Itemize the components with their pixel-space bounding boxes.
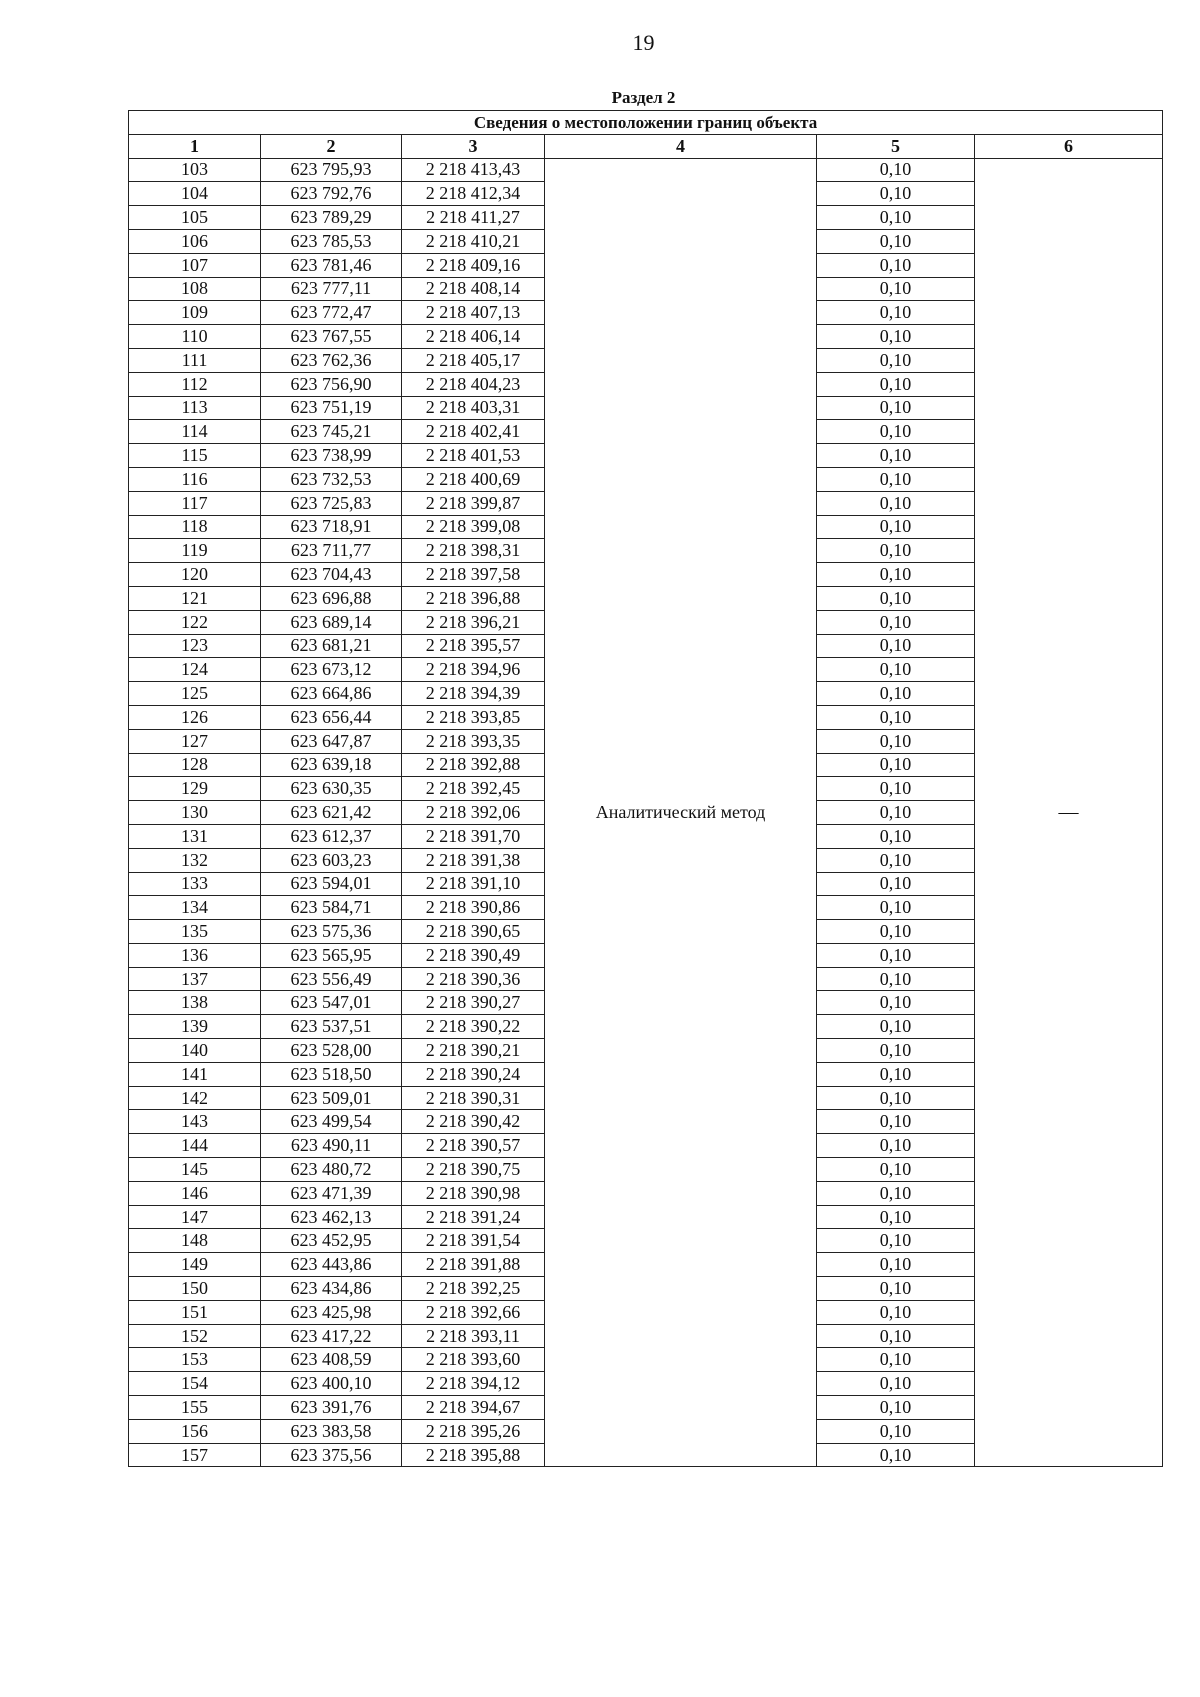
point-number-cell: 146 (129, 1181, 261, 1205)
point-number-cell: 153 (129, 1348, 261, 1372)
point-number-cell: 108 (129, 277, 261, 301)
y-coordinate-cell: 2 218 391,54 (402, 1229, 545, 1253)
y-coordinate-cell: 2 218 391,70 (402, 824, 545, 848)
point-number-cell: 107 (129, 253, 261, 277)
column-header-1: 1 (129, 134, 261, 158)
column-header-3: 3 (402, 134, 545, 158)
precision-cell: 0,10 (817, 158, 975, 182)
point-number-cell: 121 (129, 586, 261, 610)
precision-cell: 0,10 (817, 943, 975, 967)
point-number-cell: 144 (129, 1134, 261, 1158)
point-number-cell: 103 (129, 158, 261, 182)
x-coordinate-cell: 623 681,21 (261, 634, 402, 658)
precision-cell: 0,10 (817, 1086, 975, 1110)
x-coordinate-cell: 623 792,76 (261, 182, 402, 206)
table-body (129, 158, 1163, 1467)
precision-cell: 0,10 (817, 777, 975, 801)
point-number-cell: 139 (129, 1015, 261, 1039)
point-number-cell: 147 (129, 1205, 261, 1229)
x-coordinate-cell: 623 785,53 (261, 229, 402, 253)
y-coordinate-cell: 2 218 390,57 (402, 1134, 545, 1158)
x-coordinate-cell: 623 696,88 (261, 586, 402, 610)
table-row (129, 158, 1163, 182)
precision-cell: 0,10 (817, 229, 975, 253)
y-coordinate-cell: 2 218 390,42 (402, 1110, 545, 1134)
point-number-cell: 143 (129, 1110, 261, 1134)
precision-cell: 0,10 (817, 1205, 975, 1229)
x-coordinate-cell: 623 673,12 (261, 658, 402, 682)
y-coordinate-cell: 2 218 396,88 (402, 586, 545, 610)
precision-cell: 0,10 (817, 1015, 975, 1039)
precision-cell: 0,10 (817, 206, 975, 230)
precision-cell: 0,10 (817, 539, 975, 563)
precision-cell: 0,10 (817, 1443, 975, 1467)
precision-cell: 0,10 (817, 920, 975, 944)
y-coordinate-cell: 2 218 394,67 (402, 1396, 545, 1420)
page-number: 19 (632, 30, 655, 55)
y-coordinate-cell: 2 218 406,14 (402, 325, 545, 349)
precision-cell: 0,10 (817, 563, 975, 587)
y-coordinate-cell: 2 218 390,27 (402, 991, 545, 1015)
x-coordinate-cell: 623 490,11 (261, 1134, 402, 1158)
point-number-cell: 111 (129, 348, 261, 372)
point-number-cell: 138 (129, 991, 261, 1015)
x-coordinate-cell: 623 639,18 (261, 753, 402, 777)
x-coordinate-cell: 623 400,10 (261, 1372, 402, 1396)
point-number-cell: 137 (129, 967, 261, 991)
table-caption: Сведения о местоположении границ объекта (129, 111, 1163, 135)
column-header-2: 2 (261, 134, 402, 158)
x-coordinate-cell: 623 594,01 (261, 872, 402, 896)
precision-cell: 0,10 (817, 896, 975, 920)
point-number-cell: 125 (129, 682, 261, 706)
x-coordinate-cell: 623 745,21 (261, 420, 402, 444)
point-number-cell: 148 (129, 1229, 261, 1253)
precision-cell: 0,10 (817, 1229, 975, 1253)
x-coordinate-cell: 623 408,59 (261, 1348, 402, 1372)
y-coordinate-cell: 2 218 404,23 (402, 372, 545, 396)
x-coordinate-cell: 623 375,56 (261, 1443, 402, 1467)
x-coordinate-cell: 623 584,71 (261, 896, 402, 920)
point-number-cell: 152 (129, 1324, 261, 1348)
y-coordinate-cell: 2 218 390,31 (402, 1086, 545, 1110)
point-number-cell: 141 (129, 1062, 261, 1086)
y-coordinate-cell: 2 218 397,58 (402, 563, 545, 587)
precision-cell: 0,10 (817, 753, 975, 777)
y-coordinate-cell: 2 218 392,66 (402, 1300, 545, 1324)
precision-cell: 0,10 (817, 491, 975, 515)
x-coordinate-cell: 623 718,91 (261, 515, 402, 539)
y-coordinate-cell: 2 218 410,21 (402, 229, 545, 253)
y-coordinate-cell: 2 218 392,88 (402, 753, 545, 777)
precision-cell: 0,10 (817, 301, 975, 325)
x-coordinate-cell: 623 391,76 (261, 1396, 402, 1420)
precision-cell: 0,10 (817, 396, 975, 420)
point-number-cell: 127 (129, 729, 261, 753)
y-coordinate-cell: 2 218 399,87 (402, 491, 545, 515)
point-number-cell: 157 (129, 1443, 261, 1467)
x-coordinate-cell: 623 711,77 (261, 539, 402, 563)
precision-cell: 0,10 (817, 372, 975, 396)
y-coordinate-cell: 2 218 390,86 (402, 896, 545, 920)
column-header-5: 5 (817, 134, 975, 158)
precision-cell: 0,10 (817, 682, 975, 706)
point-number-cell: 136 (129, 943, 261, 967)
point-number-cell: 120 (129, 563, 261, 587)
point-number-cell: 151 (129, 1300, 261, 1324)
y-coordinate-cell: 2 218 394,39 (402, 682, 545, 706)
point-number-cell: 142 (129, 1086, 261, 1110)
y-coordinate-cell: 2 218 393,35 (402, 729, 545, 753)
y-coordinate-cell: 2 218 391,10 (402, 872, 545, 896)
coordinates-table (128, 110, 1163, 1467)
y-coordinate-cell: 2 218 405,17 (402, 348, 545, 372)
precision-cell: 0,10 (817, 1134, 975, 1158)
y-coordinate-cell: 2 218 394,96 (402, 658, 545, 682)
x-coordinate-cell: 623 518,50 (261, 1062, 402, 1086)
precision-cell: 0,10 (817, 1396, 975, 1420)
precision-cell: 0,10 (817, 182, 975, 206)
x-coordinate-cell: 623 689,14 (261, 610, 402, 634)
x-coordinate-cell: 623 603,23 (261, 848, 402, 872)
x-coordinate-cell: 623 434,86 (261, 1277, 402, 1301)
y-coordinate-cell: 2 218 392,45 (402, 777, 545, 801)
precision-cell: 0,10 (817, 1277, 975, 1301)
y-coordinate-cell: 2 218 393,85 (402, 705, 545, 729)
y-coordinate-cell: 2 218 390,22 (402, 1015, 545, 1039)
y-coordinate-cell: 2 218 407,13 (402, 301, 545, 325)
y-coordinate-cell: 2 218 390,75 (402, 1158, 545, 1182)
precision-cell: 0,10 (817, 515, 975, 539)
y-coordinate-cell: 2 218 391,38 (402, 848, 545, 872)
x-coordinate-cell: 623 537,51 (261, 1015, 402, 1039)
x-coordinate-cell: 623 738,99 (261, 444, 402, 468)
y-coordinate-cell: 2 218 411,27 (402, 206, 545, 230)
x-coordinate-cell: 623 452,95 (261, 1229, 402, 1253)
precision-cell: 0,10 (817, 325, 975, 349)
x-coordinate-cell: 623 656,44 (261, 705, 402, 729)
x-coordinate-cell: 623 575,36 (261, 920, 402, 944)
precision-cell: 0,10 (817, 467, 975, 491)
point-number-cell: 133 (129, 872, 261, 896)
x-coordinate-cell: 623 647,87 (261, 729, 402, 753)
y-coordinate-cell: 2 218 396,21 (402, 610, 545, 634)
x-coordinate-cell: 623 462,13 (261, 1205, 402, 1229)
y-coordinate-cell: 2 218 409,16 (402, 253, 545, 277)
y-coordinate-cell: 2 218 400,69 (402, 467, 545, 491)
x-coordinate-cell: 623 704,43 (261, 563, 402, 587)
point-number-cell: 113 (129, 396, 261, 420)
y-coordinate-cell: 2 218 392,25 (402, 1277, 545, 1301)
x-coordinate-cell: 623 499,54 (261, 1110, 402, 1134)
x-coordinate-cell: 623 509,01 (261, 1086, 402, 1110)
y-coordinate-cell: 2 218 413,43 (402, 158, 545, 182)
point-number-cell: 124 (129, 658, 261, 682)
point-number-cell: 105 (129, 206, 261, 230)
point-number-cell: 126 (129, 705, 261, 729)
x-coordinate-cell: 623 725,83 (261, 491, 402, 515)
point-number-cell: 115 (129, 444, 261, 468)
x-coordinate-cell: 623 751,19 (261, 396, 402, 420)
x-coordinate-cell: 623 383,58 (261, 1419, 402, 1443)
point-number-cell: 109 (129, 301, 261, 325)
point-number-cell: 134 (129, 896, 261, 920)
precision-cell: 0,10 (817, 1300, 975, 1324)
x-coordinate-cell: 623 417,22 (261, 1324, 402, 1348)
x-coordinate-cell: 623 777,11 (261, 277, 402, 301)
point-number-cell: 140 (129, 1039, 261, 1063)
x-coordinate-cell: 623 612,37 (261, 824, 402, 848)
precision-cell: 0,10 (817, 253, 975, 277)
point-number-cell: 129 (129, 777, 261, 801)
point-number-cell: 116 (129, 467, 261, 491)
y-coordinate-cell: 2 218 399,08 (402, 515, 545, 539)
y-coordinate-cell: 2 218 391,88 (402, 1253, 545, 1277)
precision-cell: 0,10 (817, 991, 975, 1015)
x-coordinate-cell: 623 471,39 (261, 1181, 402, 1205)
y-coordinate-cell: 2 218 390,36 (402, 967, 545, 991)
x-coordinate-cell: 623 443,86 (261, 1253, 402, 1277)
point-number-cell: 118 (129, 515, 261, 539)
x-coordinate-cell: 623 781,46 (261, 253, 402, 277)
x-coordinate-cell: 623 767,55 (261, 325, 402, 349)
precision-cell: 0,10 (817, 277, 975, 301)
x-coordinate-cell: 623 772,47 (261, 301, 402, 325)
point-number-cell: 104 (129, 182, 261, 206)
precision-cell: 0,10 (817, 610, 975, 634)
precision-cell: 0,10 (817, 1039, 975, 1063)
x-coordinate-cell: 623 425,98 (261, 1300, 402, 1324)
precision-cell: 0,10 (817, 420, 975, 444)
point-number-cell: 135 (129, 920, 261, 944)
x-coordinate-cell: 623 565,95 (261, 943, 402, 967)
x-coordinate-cell: 623 621,42 (261, 801, 402, 825)
precision-cell: 0,10 (817, 1372, 975, 1396)
y-coordinate-cell: 2 218 402,41 (402, 420, 545, 444)
precision-cell: 0,10 (817, 1324, 975, 1348)
point-number-cell: 122 (129, 610, 261, 634)
y-coordinate-cell: 2 218 401,53 (402, 444, 545, 468)
y-coordinate-cell: 2 218 390,65 (402, 920, 545, 944)
y-coordinate-cell: 2 218 408,14 (402, 277, 545, 301)
point-number-cell: 150 (129, 1277, 261, 1301)
precision-cell: 0,10 (817, 848, 975, 872)
x-coordinate-cell: 623 732,53 (261, 467, 402, 491)
point-number-cell: 106 (129, 229, 261, 253)
precision-cell: 0,10 (817, 1158, 975, 1182)
y-coordinate-cell: 2 218 393,60 (402, 1348, 545, 1372)
precision-cell: 0,10 (817, 967, 975, 991)
precision-cell: 0,10 (817, 872, 975, 896)
y-coordinate-cell: 2 218 390,21 (402, 1039, 545, 1063)
precision-cell: 0,10 (817, 1062, 975, 1086)
y-coordinate-cell: 2 218 398,31 (402, 539, 545, 563)
y-coordinate-cell: 2 218 393,11 (402, 1324, 545, 1348)
precision-cell: 0,10 (817, 348, 975, 372)
x-coordinate-cell: 623 664,86 (261, 682, 402, 706)
precision-cell: 0,10 (817, 801, 975, 825)
column-header-6: 6 (975, 134, 1163, 158)
point-number-cell: 119 (129, 539, 261, 563)
y-coordinate-cell: 2 218 390,98 (402, 1181, 545, 1205)
y-coordinate-cell: 2 218 395,88 (402, 1443, 545, 1467)
method-cell: Аналитический метод (545, 158, 817, 1467)
y-coordinate-cell: 2 218 412,34 (402, 182, 545, 206)
x-coordinate-cell: 623 756,90 (261, 372, 402, 396)
point-number-cell: 114 (129, 420, 261, 444)
y-coordinate-cell: 2 218 394,12 (402, 1372, 545, 1396)
column-header-row (129, 134, 1163, 158)
x-coordinate-cell: 623 789,29 (261, 206, 402, 230)
column-header-4: 4 (545, 134, 817, 158)
point-number-cell: 155 (129, 1396, 261, 1420)
y-coordinate-cell: 2 218 395,26 (402, 1419, 545, 1443)
precision-cell: 0,10 (817, 729, 975, 753)
precision-cell: 0,10 (817, 705, 975, 729)
precision-cell: 0,10 (817, 586, 975, 610)
point-number-cell: 132 (129, 848, 261, 872)
precision-cell: 0,10 (817, 1181, 975, 1205)
y-coordinate-cell: 2 218 395,57 (402, 634, 545, 658)
precision-cell: 0,10 (817, 1110, 975, 1134)
y-coordinate-cell: 2 218 390,49 (402, 943, 545, 967)
precision-cell: 0,10 (817, 444, 975, 468)
x-coordinate-cell: 623 556,49 (261, 967, 402, 991)
y-coordinate-cell: 2 218 392,06 (402, 801, 545, 825)
point-number-cell: 145 (129, 1158, 261, 1182)
x-coordinate-cell: 623 528,00 (261, 1039, 402, 1063)
precision-cell: 0,10 (817, 658, 975, 682)
x-coordinate-cell: 623 480,72 (261, 1158, 402, 1182)
x-coordinate-cell: 623 795,93 (261, 158, 402, 182)
precision-cell: 0,10 (817, 1348, 975, 1372)
section-title: Раздел 2 (611, 88, 676, 107)
precision-cell: 0,10 (817, 824, 975, 848)
column-6-cell: — (975, 158, 1163, 1467)
precision-cell: 0,10 (817, 1419, 975, 1443)
precision-cell: 0,10 (817, 1253, 975, 1277)
x-coordinate-cell: 623 547,01 (261, 991, 402, 1015)
point-number-cell: 149 (129, 1253, 261, 1277)
precision-cell: 0,10 (817, 634, 975, 658)
point-number-cell: 131 (129, 824, 261, 848)
point-number-cell: 112 (129, 372, 261, 396)
y-coordinate-cell: 2 218 390,24 (402, 1062, 545, 1086)
x-coordinate-cell: 623 630,35 (261, 777, 402, 801)
y-coordinate-cell: 2 218 391,24 (402, 1205, 545, 1229)
point-number-cell: 130 (129, 801, 261, 825)
y-coordinate-cell: 2 218 403,31 (402, 396, 545, 420)
point-number-cell: 123 (129, 634, 261, 658)
point-number-cell: 156 (129, 1419, 261, 1443)
point-number-cell: 154 (129, 1372, 261, 1396)
point-number-cell: 110 (129, 325, 261, 349)
x-coordinate-cell: 623 762,36 (261, 348, 402, 372)
point-number-cell: 117 (129, 491, 261, 515)
point-number-cell: 128 (129, 753, 261, 777)
